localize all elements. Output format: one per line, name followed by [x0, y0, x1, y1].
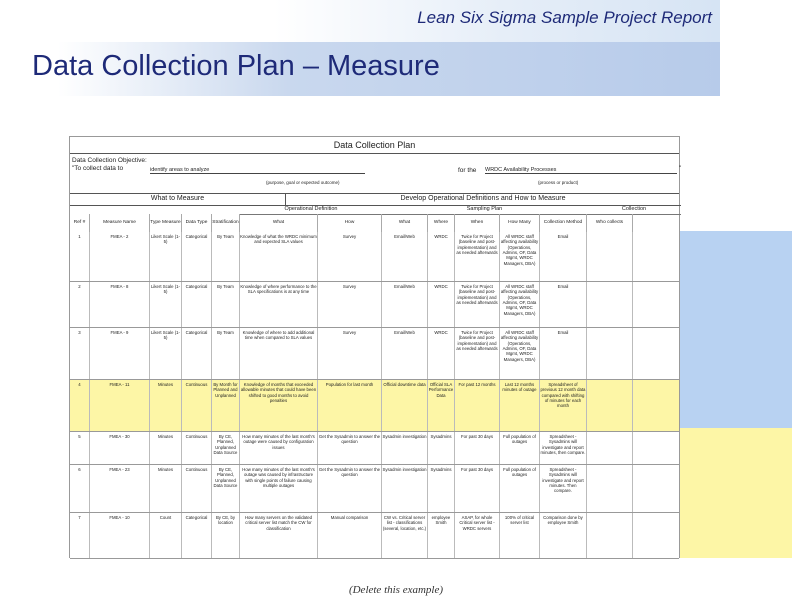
column-header-how: How [318, 214, 382, 232]
cell-who-collects [587, 232, 633, 281]
cell-where: Sysadmins [428, 465, 455, 512]
column-header-ref: Ref # [70, 214, 90, 232]
cell-stratification: By Team [212, 282, 240, 327]
cell-stratification: By CE, Planned, Unplanned Data Source [212, 465, 240, 512]
group-operational-definition: Operational Definition [240, 205, 382, 215]
cell-when: Twice for Project (baseline and post-implementation) and as needed afterwards [455, 328, 500, 379]
cell-collection-method: Spreadsheet of previous 12 month data compared with shifting of minutes for each month [540, 380, 587, 431]
cell-measure-name: FMEA - 11 [90, 380, 150, 431]
cell-what-def: How many servers on the validated critical server list match the CW for classification [240, 513, 318, 558]
cell-what-sample: Email/Web [382, 282, 428, 327]
group-collection: Collection [587, 205, 681, 215]
cell-what-def: How many minutes of the last month's outage was caused by infrastructure with single points of failure causing multiple outages [240, 465, 318, 512]
cell-measure-name: FMEA - 10 [90, 513, 150, 558]
cell-data-type: Categorical [182, 328, 212, 379]
objective-prefix: "To collect data to [72, 165, 124, 172]
table-row [70, 465, 679, 513]
cell-collection-method: Comparison done by employee Smith [540, 513, 587, 558]
cell-collection-method: Spreadsheet - Sysadmins will investigate and report minutes, then compare. [540, 432, 587, 464]
cell-how-many: Full population of outages [500, 465, 540, 512]
cell-where: employee Smith [428, 513, 455, 558]
table-row [70, 232, 679, 282]
column-header-where: Where [428, 214, 455, 232]
column-header-stratification: Stratification [212, 214, 240, 232]
cell-what-sample: Email/Web [382, 232, 428, 281]
cell-where: WRDC [428, 232, 455, 281]
report-title: Lean Six Sigma Sample Project Report [417, 8, 712, 27]
column-header-how-many: How Many [500, 214, 540, 232]
cell-ref: 4 [70, 380, 90, 431]
cell-who-collects [587, 432, 633, 464]
column-header-collection-method: Collection Method [540, 214, 587, 232]
table-row [70, 432, 679, 465]
cell-collection-method: Email [540, 328, 587, 379]
objective-action: identify areas to analyze [150, 167, 365, 174]
cell-type-measure: Likert Scale (1-5) [150, 328, 182, 379]
cell-measure-name: FMEA - 30 [90, 432, 150, 464]
cell-type-measure: Minutes [150, 465, 182, 512]
cell-what-sample: CW vs. Critical server list - classifications (several, location, etc.) [382, 513, 428, 558]
cell-what-def: Knowledge of what the WRDC minimum and expected SLA values [240, 232, 318, 281]
side-fill-blue [680, 231, 792, 428]
cell-who-collects [587, 282, 633, 327]
table-row [70, 513, 679, 559]
cell-data-type: Categorical [182, 232, 212, 281]
objective-hint-process: (process or product) [538, 180, 579, 185]
cell-collection-method: Email [540, 232, 587, 281]
cell-data-type: Categorical [182, 282, 212, 327]
cell-how-many: 100% of critical server list [500, 513, 540, 558]
objective-block [70, 153, 682, 194]
cell-data-type: Continuous [182, 380, 212, 431]
cell-type-measure: Likert Scale (1-5) [150, 232, 182, 281]
cell-when: For past 30 days [455, 432, 500, 464]
cell-type-measure: Likert Scale (1-5) [150, 282, 182, 327]
cell-when: For past 12 months [455, 380, 500, 431]
section-what-to-measure: What to Measure [70, 193, 286, 206]
cell-collection-method: Spreadsheet - Sysadmins will investigate and report minutes. Then compare. [540, 465, 587, 512]
data-collection-sheet [69, 136, 680, 558]
group-sampling-plan: Sampling Plan [382, 205, 587, 215]
slide-title: Data Collection Plan – Measure [32, 50, 440, 82]
table-row [70, 380, 679, 432]
cell-what-sample: Sysadmin investigation [382, 432, 428, 464]
cell-measure-name: FMEA - 9 [90, 328, 150, 379]
cell-how-many: All WRDC staff affecting availability (Operations, Admins, OF, Data Mgmt, WRDC Managers, DBA) [500, 232, 540, 281]
cell-how-many: Full population of outages [500, 432, 540, 464]
cell-who-collects [587, 465, 633, 512]
cell-who-collects [587, 513, 633, 558]
cell-ref: 5 [70, 432, 90, 464]
objective-suffix: " [679, 165, 682, 172]
objective-label: Data Collection Objective: [72, 157, 147, 164]
table-row [70, 328, 679, 380]
column-header-who-collects: Who collects [587, 214, 633, 232]
cell-where: Official SLA Performance Data [428, 380, 455, 431]
cell-how: Get the Sysadmin to answer the question [318, 432, 382, 464]
cell-data-type: Continuous [182, 465, 212, 512]
cell-what-def: Knowledge of where to add additional time when compared to SLA values [240, 328, 318, 379]
cell-what-def: How many minutes of the last month's outage were caused by configuration issues [240, 432, 318, 464]
column-header-row [70, 214, 679, 233]
cell-when: Twice for Project (baseline and post-implementation) and as needed afterwards [455, 282, 500, 327]
cell-how: Survey [318, 232, 382, 281]
cell-stratification: By Team [212, 232, 240, 281]
cell-what-sample: Email/Web [382, 328, 428, 379]
cell-how: Survey [318, 282, 382, 327]
table-row [70, 282, 679, 328]
cell-type-measure: Minutes [150, 380, 182, 431]
cell-how: Population for last month [318, 380, 382, 431]
cell-measure-name: FMEA - 8 [90, 282, 150, 327]
cell-how: Manual comparison [318, 513, 382, 558]
section-develop-definitions: Develop Operational Definitions and How to Measure [285, 193, 681, 206]
cell-what-sample: Sysadmin investigation [382, 465, 428, 512]
cell-stratification: By CE, by location [212, 513, 240, 558]
objective-hint-purpose: (purpose, goal or expected outcome) [266, 180, 340, 185]
column-header-type-measure: Type Measure [150, 214, 182, 232]
cell-stratification: By Team [212, 328, 240, 379]
cell-how: Survey [318, 328, 382, 379]
cell-ref: 1 [70, 232, 90, 281]
cell-ref: 6 [70, 465, 90, 512]
cell-stratification: By Month for Planned and Unplanned [212, 380, 240, 431]
objective-scope: WRDC Availability Processes [485, 167, 677, 174]
objective-for: for the [458, 167, 477, 174]
cell-what-sample: Official downtime data [382, 380, 428, 431]
cell-when: ASAP, for whole Critical server list - WRDC servers [455, 513, 500, 558]
cell-what-def: Knowledge of where performance to the SLA specifications is at any time [240, 282, 318, 327]
column-header-what-sample: What [382, 214, 428, 232]
cell-collection-method: Email [540, 282, 587, 327]
cell-measure-name: FMEA - 23 [90, 465, 150, 512]
cell-ref: 3 [70, 328, 90, 379]
cell-where: WRDC [428, 282, 455, 327]
column-header-when: When [455, 214, 500, 232]
cell-where: Sysadmins [428, 432, 455, 464]
footnote: (Delete this example) [348, 584, 444, 596]
cell-data-type: Categorical [182, 513, 212, 558]
cell-type-measure: Count [150, 513, 182, 558]
column-header-what-def: What [240, 214, 318, 232]
cell-who-collects [587, 380, 633, 431]
side-fill-yellow [680, 428, 792, 558]
cell-when: Twice for Project (baseline and post-implementation) and as needed afterwards [455, 232, 500, 281]
cell-ref: 7 [70, 513, 90, 558]
cell-data-type: Continuous [182, 432, 212, 464]
cell-where: WRDC [428, 328, 455, 379]
column-header-data-type: Data Type [182, 214, 212, 232]
cell-who-collects [587, 328, 633, 379]
sheet-title: Data Collection Plan [70, 137, 679, 154]
cell-measure-name: FMEA - 2 [90, 232, 150, 281]
cell-how-many: Last 12 months minutes of outage [500, 380, 540, 431]
cell-what-def: Knowledge of months that exceeded allowable minutes that could have been shifted to good months to avoid penalties [240, 380, 318, 431]
cell-type-measure: Minutes [150, 432, 182, 464]
column-header-measure-name: Measure Name [90, 214, 150, 232]
cell-ref: 2 [70, 282, 90, 327]
cell-how: Get the Sysadmin to answer the question [318, 465, 382, 512]
cell-how-many: All WRDC staff affecting availability (Operations, Admins, OF, Data Mgmt, WRDC Managers, DBA) [500, 328, 540, 379]
cell-how-many: All WRDC staff affecting availability (Operations, Admins, OF, Data Mgmt, WRDC Managers, DBA) [500, 282, 540, 327]
cell-stratification: By CE, Planned, Unplanned Data Source [212, 432, 240, 464]
cell-when: For past 30 days [455, 465, 500, 512]
